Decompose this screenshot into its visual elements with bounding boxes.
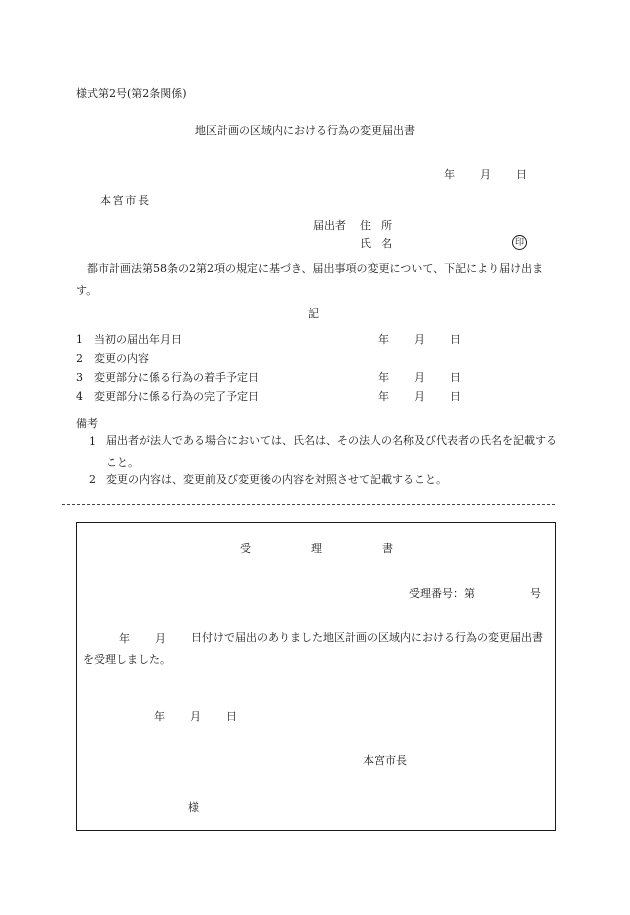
- remarks-title: 備考: [76, 417, 98, 430]
- item-date-year: 年: [378, 390, 389, 403]
- receipt-box: [76, 522, 556, 831]
- submission-date-day: 日: [516, 168, 527, 181]
- receipt-title-char: 受: [240, 542, 251, 555]
- receipt-title-char: 書: [382, 542, 393, 555]
- item-date-day: 日: [450, 371, 461, 384]
- form-number: 様式第2号(第2条関係): [76, 87, 187, 100]
- item-date-month: 月: [414, 333, 425, 346]
- submission-date-year: 年: [444, 168, 455, 181]
- addressee: 本宮市長: [100, 194, 151, 207]
- document-title: 地区計画の区域内における行為の変更届出書: [195, 124, 415, 137]
- receipt-date-day: 日: [226, 710, 237, 723]
- receipt-body-month: 月: [155, 632, 166, 645]
- item-number: 1: [76, 333, 83, 346]
- item-date-year: 年: [378, 333, 389, 346]
- seal-mark: 印: [512, 235, 527, 250]
- receipt-body-year: 年: [119, 632, 130, 645]
- receipt-number-suffix: 号: [530, 587, 541, 600]
- receipt-date-month: 月: [190, 710, 201, 723]
- item-label: 変更部分に係る行為の完了予定日: [94, 390, 259, 403]
- receipt-title-char: 理: [311, 542, 322, 555]
- receipt-body-text: 日付けで届出のありました地区計画の区域内における行為の変更届出書を受理しました。: [83, 631, 543, 666]
- item-date-month: 月: [414, 390, 425, 403]
- receipt-recipient-suffix: 様: [188, 801, 199, 814]
- applicant-label: 届出者: [313, 219, 346, 232]
- address-label: 住 所: [360, 219, 396, 232]
- submission-date-month: 月: [480, 168, 491, 181]
- receipt-issuer: 本宮市長: [363, 754, 407, 767]
- item-label: 当初の届出年月日: [94, 333, 182, 346]
- statement-text: 都市計画法第58条の2第2項の規定に基づき、届出事項の変更について、下記により届け出ます。: [76, 262, 544, 297]
- remark-number: 1: [89, 435, 96, 448]
- item-date-month: 月: [414, 371, 425, 384]
- name-label: 氏 名: [360, 237, 396, 250]
- remark-text: 届出者が法人である場合においては、氏名は、その法人の名称及び代表者の氏名を記載すること。: [106, 434, 557, 469]
- item-label: 変更の内容: [94, 352, 149, 365]
- item-date-day: 日: [450, 390, 461, 403]
- ki-heading: 記: [308, 307, 319, 320]
- item-number: 3: [76, 371, 83, 384]
- item-label: 変更部分に係る行為の着手予定日: [94, 371, 259, 384]
- receipt-number-label: 受理番号：第: [409, 587, 475, 600]
- remark-number: 2: [89, 473, 96, 486]
- item-number: 2: [76, 352, 83, 365]
- item-date-year: 年: [378, 371, 389, 384]
- remark-text: 変更の内容は、変更前及び変更後の内容を対照させて記載すること。: [106, 473, 447, 486]
- cut-line: [62, 504, 555, 505]
- item-number: 4: [76, 390, 83, 403]
- item-date-day: 日: [450, 333, 461, 346]
- receipt-date-year: 年: [154, 710, 165, 723]
